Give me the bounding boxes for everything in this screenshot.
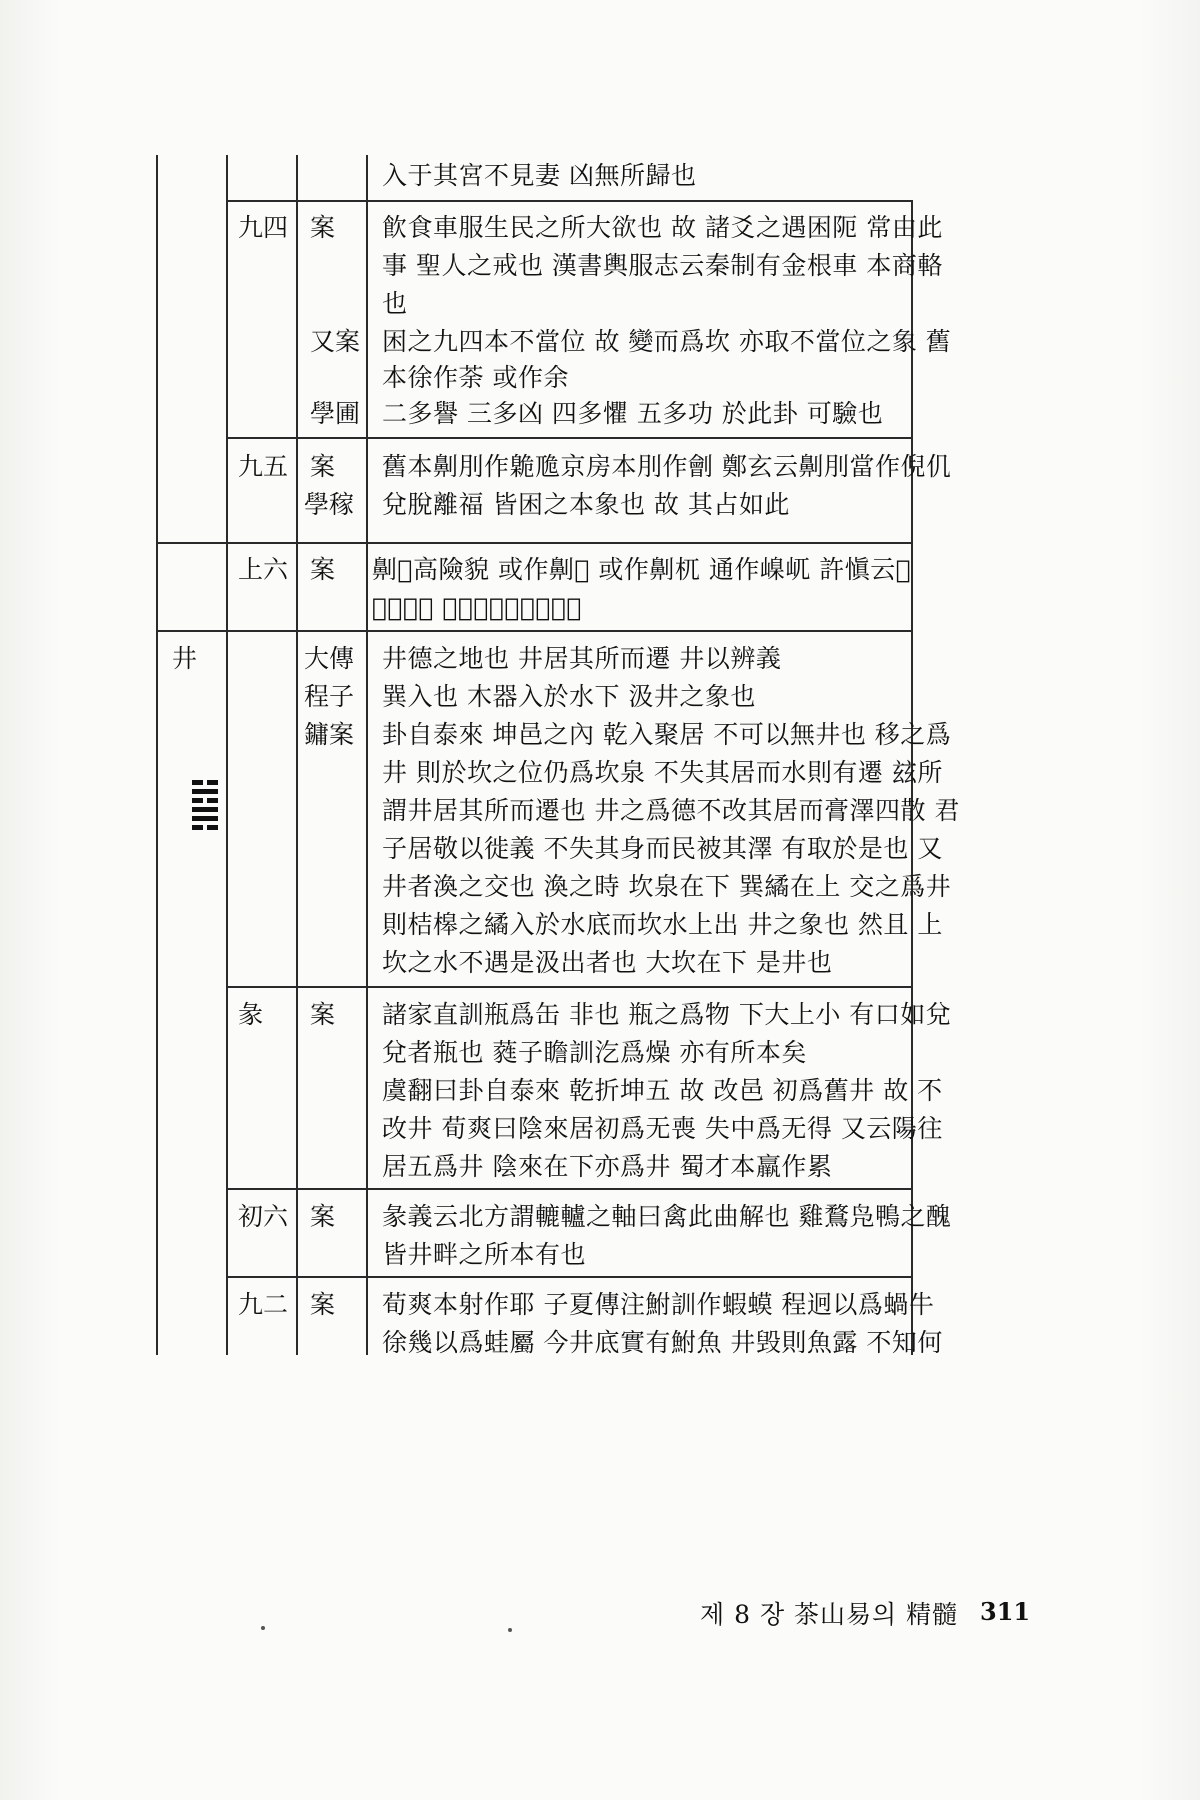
commentary-text: 兌脫離福 皆困之本象也 故 其占如此 [382, 490, 790, 519]
line-label: 九四 [238, 213, 289, 242]
commentary-text: 入于其宮不見妻 凶無所歸也 [382, 161, 697, 190]
commentary-text: 困之九四本不當位 故 變而爲坎 亦取不當位之象 舊 [382, 327, 952, 356]
source-label: 案 [310, 213, 336, 242]
commentary-text: 二多譽 三多凶 四多懼 五多功 於此卦 可驗也 [382, 399, 884, 428]
commentary-text: 本徐作荼 或作余 [382, 363, 569, 392]
commentary-text: 事 聖人之戒也 漢書輿服志云秦制有金根車 本商輅 [382, 251, 943, 280]
commentary-text: 居五爲井 陰來在下亦爲井 蜀才本羸作累 [382, 1152, 833, 1181]
commentary-text: 謂井居其所而遷也 井之爲德不改其居而膏澤四散 君 [382, 796, 960, 825]
source-label: 程子 [304, 682, 355, 711]
source-label: 鏞案 [304, 720, 355, 749]
commentary-text: 虞翻曰卦自泰來 乾折坤五 故 改邑 初爲舊井 故 不 [382, 1076, 943, 1105]
commentary-text: 井者渙之交也 渙之時 坎泉在下 巽繘在上 交之爲井 [382, 872, 952, 901]
source-label: 案 [310, 1290, 336, 1319]
hexagram-name: 井 [172, 644, 198, 673]
commentary-text: 則桔槔之繘入於水底而坎水上出 井之象也 然且 上 [382, 910, 943, 939]
line-label: 彖 [238, 1000, 264, 1029]
line-label: 九五 [238, 452, 289, 481]
commentary-text: 子居敬以徙義 不失其身而民被其澤 有取於是也 又 [382, 834, 943, 863]
source-label: 又案 [310, 327, 361, 356]
source-label: 大傳 [304, 644, 355, 673]
source-label: 案 [310, 1000, 336, 1029]
commentary-text: 皆井畔之所本有也 [382, 1240, 587, 1269]
row-rule [226, 1188, 913, 1190]
commentary-text: 劓𢞶高險貌 或作劓𩒋 或作劓杌 通作嵲屼 許愼云𢞶 [372, 555, 912, 584]
commentary-text: 徐幾以爲蛙屬 今井底實有鮒魚 井毁則魚露 不知何 [382, 1328, 943, 1357]
row-rule [226, 986, 913, 988]
column-rule-2 [296, 155, 298, 1355]
commentary-text: 坎之水不遇是汲出者也 大坎在下 是井也 [382, 948, 833, 977]
commentary-text: 井德之地也 井居其所而遷 井以辨義 [382, 644, 782, 673]
commentary-text: 巽入也 木器入於水下 汲井之象也 [382, 682, 756, 711]
commentary-text: 𢞶不安也 總之爲艮山巑屼之象 [372, 593, 582, 622]
commentary-text: 諸家直訓瓶爲缶 非也 瓶之爲物 下大上小 有口如兌 [382, 1000, 952, 1029]
table-left-border [156, 155, 158, 1355]
column-rule-1 [226, 155, 228, 1355]
source-label: 學圃 [310, 399, 361, 428]
commentary-text: 改井 荀爽曰陰來居初爲无喪 失中爲无得 又云陽往 [382, 1114, 943, 1143]
commentary-text: 舊本劓刖作臲卼京房本刖作劊 鄭玄云劓刖當作倪仉 [382, 452, 952, 481]
scan-speck [261, 1626, 265, 1630]
row-rule [156, 542, 913, 544]
row-rule [226, 437, 913, 439]
commentary-text: 飮食車服生民之所大欲也 故 諸爻之遇困阨 常由此 [382, 213, 943, 242]
scan-speck [508, 1628, 512, 1632]
line-label: 九二 [238, 1290, 289, 1319]
source-label: 案 [310, 1202, 336, 1231]
row-rule [156, 630, 913, 632]
hexagram-symbol-icon [192, 780, 218, 834]
source-label: 案 [310, 452, 336, 481]
commentary-text: 兌者瓶也 蕤子瞻訓汔爲燥 亦有所本矣 [382, 1038, 807, 1067]
column-rule-3 [366, 155, 368, 1355]
source-label: 學稼 [304, 490, 355, 519]
commentary-text: 荀爽本射作耶 子夏傳注鮒訓作蝦蟆 程迥以爲蝸牛 [382, 1290, 935, 1319]
commentary-text: 井 則於坎之位仍爲坎泉 不失其居而水則有遷 玆所 [382, 758, 943, 787]
source-label: 案 [310, 555, 336, 584]
line-label: 上六 [238, 555, 289, 584]
row-rule [226, 1276, 913, 1278]
row-rule [226, 200, 913, 202]
page-number: 311 [980, 1597, 1031, 1626]
commentary-text: 卦自泰來 坤邑之內 乾入聚居 不可以無井也 移之爲 [382, 720, 952, 749]
commentary-text: 也 [382, 289, 408, 318]
line-label: 初六 [238, 1202, 289, 1231]
commentary-text: 彖義云北方謂轆轤之軸曰禽此曲解也 雞鶩凫鴨之醜 [382, 1202, 952, 1231]
chapter-footer: 제 8 장 茶山易의 精髓 [700, 1600, 959, 1629]
